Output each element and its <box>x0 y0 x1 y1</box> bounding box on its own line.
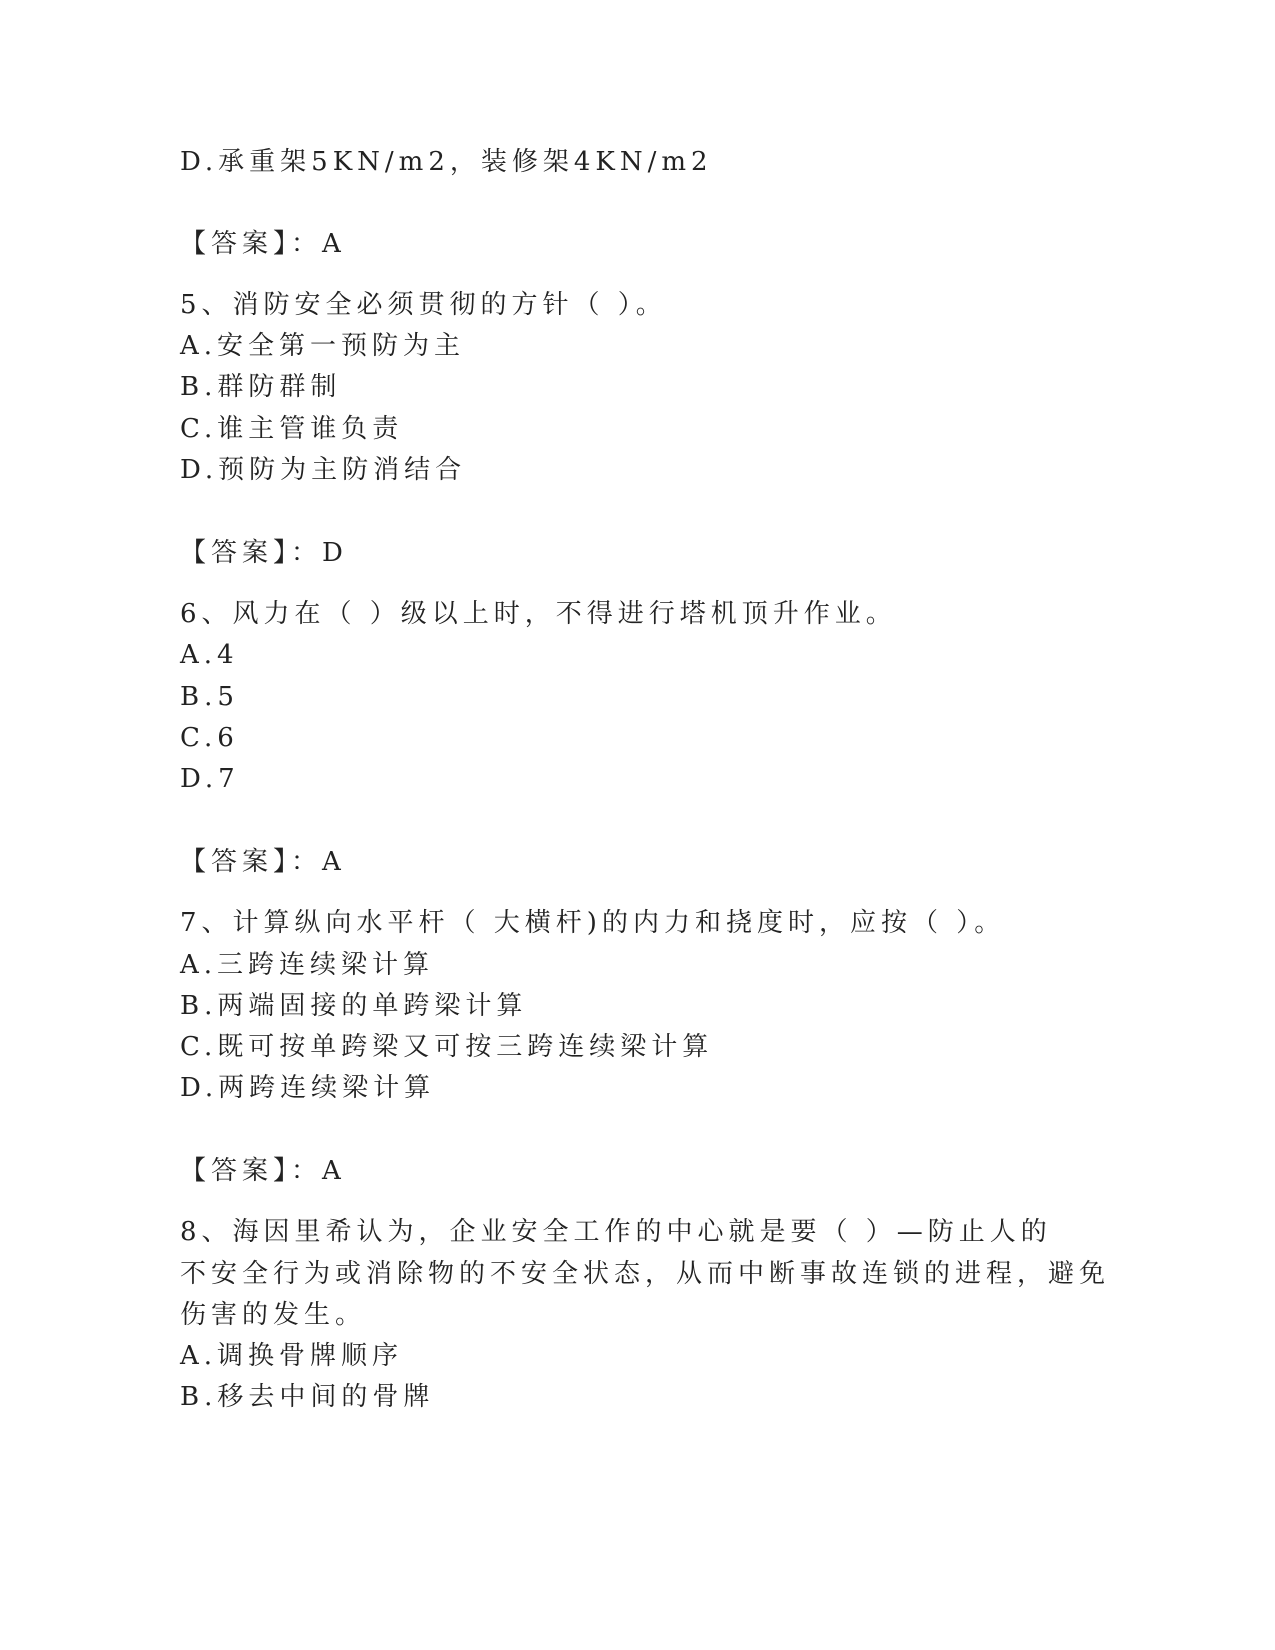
q7-question: 7、计算纵向水平杆（ 大横杆)的内力和挠度时，应按（ ）。 <box>180 908 1006 938</box>
q8-option-b: B.移去中间的骨牌 <box>180 1382 435 1412</box>
q6-option-d: D.7 <box>180 764 240 794</box>
q6-option-a: A.4 <box>180 640 239 670</box>
q5-option-a: A.安全第一预防为主 <box>180 331 466 361</box>
q5-option-d: D.预防为主防消结合 <box>180 455 467 485</box>
q7-answer: 【答案】：A <box>180 1156 346 1186</box>
q5-option-c: C.谁主管谁负责 <box>180 414 404 444</box>
q6-option-c: C.6 <box>180 723 239 753</box>
q7-option-c: C.既可按单跨梁又可按三跨连续梁计算 <box>180 1032 714 1062</box>
q7-option-b: B.两端固接的单跨梁计算 <box>180 991 528 1021</box>
q4-option-d: D.承重架5KN/m2，装修架4KN/m2 <box>180 147 713 177</box>
q5-question: 5、消防安全必须贯彻的方针（ ）。 <box>180 290 667 320</box>
q6-question: 6、风力在（ ）级以上时，不得进行塔机顶升作业。 <box>180 599 897 629</box>
q8-question-line-2: 不安全行为或消除物的不安全状态，从而中断事故连锁的进程，避免 <box>180 1259 1111 1289</box>
q6-option-b: B.5 <box>180 682 239 712</box>
q7-option-a: A.三跨连续梁计算 <box>180 950 435 980</box>
q8-question-line-1: 8、海因里希认为，企业安全工作的中心就是要（ ）—防止人的 <box>180 1217 1052 1247</box>
q8-question-line-3: 伤害的发生。 <box>180 1300 367 1330</box>
q8-option-a: A.调换骨牌顺序 <box>180 1341 404 1371</box>
q4-answer: 【答案】：A <box>180 229 346 259</box>
q5-option-b: B.群防群制 <box>180 372 342 402</box>
q5-answer: 【答案】：D <box>180 538 348 568</box>
q6-answer: 【答案】：A <box>180 847 346 877</box>
q7-option-d: D.两跨连续梁计算 <box>180 1073 436 1103</box>
